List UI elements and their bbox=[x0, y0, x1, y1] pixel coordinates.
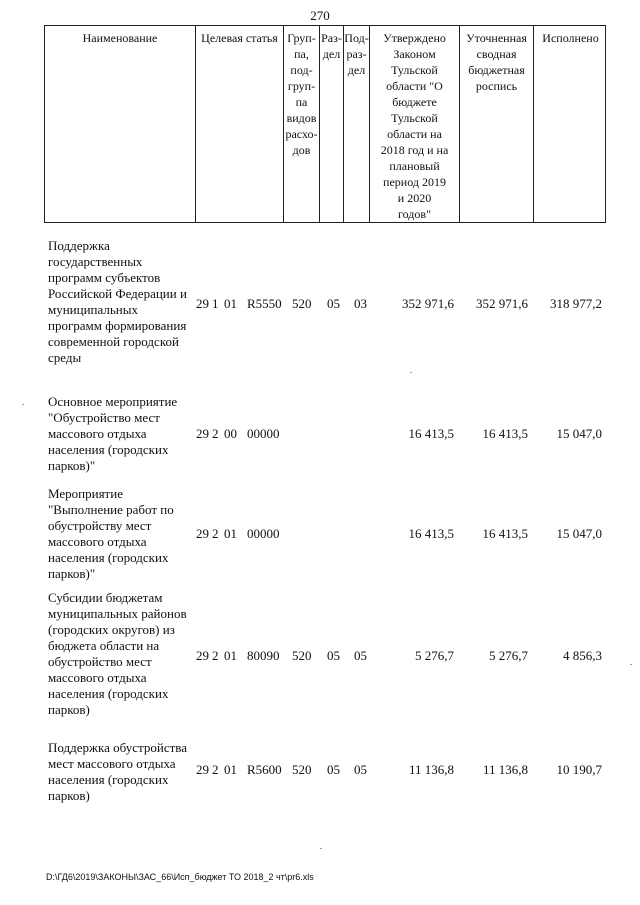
cell-group: 520 bbox=[292, 296, 312, 311]
row-name-line: (городских округов) из bbox=[48, 622, 175, 637]
scan-speck bbox=[22, 404, 24, 405]
row-name-line: муниципальных районов bbox=[48, 606, 187, 621]
cell-group: 520 bbox=[292, 762, 312, 777]
row-values bbox=[0, 426, 640, 442]
header-approved bbox=[369, 26, 459, 222]
cell-refined: 11 136,8 bbox=[482, 762, 528, 777]
header-refined-line: роспись bbox=[475, 79, 518, 93]
header-approved-line: годов" bbox=[398, 207, 431, 221]
row-name-line: Российской Федерации и bbox=[48, 286, 187, 301]
cell-razdel: 05 bbox=[327, 296, 340, 311]
header-razdel-line: дел bbox=[322, 47, 341, 61]
row-name-line: "Выполнение работ по bbox=[48, 502, 174, 517]
code-direction: 00000 bbox=[247, 526, 280, 541]
row-name-line: обустройству мест bbox=[48, 518, 152, 533]
header-approved-line: Законом bbox=[393, 47, 436, 61]
row-name-line: парков) bbox=[48, 702, 90, 717]
code-event: 01 bbox=[224, 762, 237, 777]
row-values bbox=[0, 762, 640, 778]
row-values bbox=[0, 648, 640, 664]
cell-podrazdel: 05 bbox=[354, 648, 367, 663]
row-name-line: "Обустройство мест bbox=[48, 410, 160, 425]
row-name-line: Основное мероприятие bbox=[48, 394, 178, 409]
cell-refined: 16 413,5 bbox=[482, 526, 528, 541]
row-name-line: среды bbox=[48, 350, 82, 365]
header-podrazdel-line: раз- bbox=[346, 47, 367, 61]
scan-speck bbox=[320, 848, 322, 849]
header-group-line: расхо- bbox=[285, 127, 318, 141]
footer-file-path: D:\ГД6\2019\ЗАКОНЫ\ЗАС_66\Исп_бюджет ТО 2018_2 чт\pr6.xls bbox=[46, 872, 314, 882]
row-name-line: парков)" bbox=[48, 566, 96, 581]
row-name-line: обустройство мест bbox=[48, 654, 152, 669]
header-group-line: дов bbox=[292, 143, 311, 157]
cell-done: 15 047,0 bbox=[556, 526, 602, 541]
header-refined bbox=[459, 26, 533, 222]
cell-approved: 5 276,7 bbox=[415, 648, 454, 663]
row-name-line: программ формирования bbox=[48, 318, 187, 333]
cell-group: 520 bbox=[292, 648, 312, 663]
header-podrazdel bbox=[343, 26, 369, 222]
code-event: 01 bbox=[224, 526, 237, 541]
row-name-line: населения (городских bbox=[48, 550, 169, 565]
row-values bbox=[0, 296, 640, 312]
row-name-line: массового отдыха bbox=[48, 534, 147, 549]
header-razdel bbox=[319, 26, 343, 222]
scan-speck bbox=[630, 664, 632, 665]
page-number: 270 bbox=[310, 8, 330, 23]
code-subprogram: 1 bbox=[212, 296, 219, 311]
row-name-line: массового отдыха bbox=[48, 426, 147, 441]
row-name-line: государственных bbox=[48, 254, 143, 269]
code-subprogram: 2 bbox=[212, 426, 219, 441]
row-name-line: населения (городских bbox=[48, 686, 169, 701]
header-group-line: па, bbox=[294, 47, 309, 61]
cell-refined: 16 413,5 bbox=[482, 426, 528, 441]
header-razdel-line: Раз- bbox=[321, 31, 342, 45]
scan-speck bbox=[410, 372, 412, 373]
header-name bbox=[45, 26, 195, 222]
header-approved-line: области "О bbox=[386, 79, 443, 93]
header-approved-line: области на bbox=[387, 127, 442, 141]
row-name-line: мест массового отдыха bbox=[48, 756, 176, 771]
cell-done: 4 856,3 bbox=[563, 648, 602, 663]
header-group-line: видов bbox=[286, 111, 317, 125]
code-event: 01 bbox=[224, 296, 237, 311]
code-program: 29 bbox=[196, 296, 209, 311]
row-name-line: муниципальных bbox=[48, 302, 139, 317]
code-event: 00 bbox=[224, 426, 237, 441]
header-approved-line: Тульской bbox=[391, 111, 438, 125]
cell-podrazdel: 05 bbox=[354, 762, 367, 777]
code-subprogram: 2 bbox=[212, 648, 219, 663]
cell-refined: 5 276,7 bbox=[489, 648, 528, 663]
row-name-line: парков)" bbox=[48, 458, 96, 473]
header-approved-line: бюджете bbox=[392, 95, 437, 109]
code-direction: 80090 bbox=[247, 648, 280, 663]
row-name-line: массового отдыха bbox=[48, 670, 147, 685]
cell-done: 10 190,7 bbox=[556, 762, 602, 777]
cell-refined: 352 971,6 bbox=[476, 296, 528, 311]
row-name-line: населения (городских bbox=[48, 442, 169, 457]
cell-approved: 16 413,5 bbox=[408, 526, 454, 541]
code-program: 29 bbox=[196, 426, 209, 441]
row-name-line: населения (городских bbox=[48, 772, 169, 787]
header-group-line: Груп- bbox=[287, 31, 316, 45]
cell-done: 318 977,2 bbox=[550, 296, 602, 311]
row-name-line: бюджета области на bbox=[48, 638, 160, 653]
header-group-line: груп- bbox=[287, 79, 316, 93]
header-done-text: Исполнено bbox=[542, 31, 599, 45]
row-name-line: программ субъектов bbox=[48, 270, 161, 285]
row-name-line: Субсидии бюджетам bbox=[48, 590, 163, 605]
row-name-line: Поддержка bbox=[48, 238, 110, 253]
header-podrazdel-line: дел bbox=[347, 63, 366, 77]
code-program: 29 bbox=[196, 526, 209, 541]
code-direction: 00000 bbox=[247, 426, 280, 441]
cell-razdel: 05 bbox=[327, 762, 340, 777]
code-direction: R5550 bbox=[247, 296, 282, 311]
header-approved-line: Утверждено bbox=[383, 31, 446, 45]
row-name-line: парков) bbox=[48, 788, 90, 803]
header-approved-line: Тульской bbox=[391, 63, 438, 77]
header-approved-line: 2018 год и на bbox=[380, 143, 449, 157]
cell-approved: 11 136,8 bbox=[408, 762, 454, 777]
header-approved-line: период 2019 bbox=[383, 175, 446, 189]
header-group bbox=[283, 26, 319, 222]
header-refined-line: сводная bbox=[476, 47, 517, 61]
header-refined-line: Уточненная bbox=[466, 31, 527, 45]
header-group-line: па bbox=[295, 95, 308, 109]
header-refined-line: бюджетная bbox=[468, 63, 525, 77]
header-group-line: под- bbox=[290, 63, 313, 77]
cell-done: 15 047,0 bbox=[556, 426, 602, 441]
header-done bbox=[533, 26, 607, 222]
header-target bbox=[195, 26, 283, 222]
code-subprogram: 2 bbox=[212, 526, 219, 541]
code-direction: R5600 bbox=[247, 762, 282, 777]
table-header bbox=[44, 25, 606, 223]
code-event: 01 bbox=[224, 648, 237, 663]
cell-razdel: 05 bbox=[327, 648, 340, 663]
cell-approved: 16 413,5 bbox=[408, 426, 454, 441]
cell-approved: 352 971,6 bbox=[402, 296, 454, 311]
header-approved-line: плановый bbox=[389, 159, 440, 173]
code-subprogram: 2 bbox=[212, 762, 219, 777]
code-program: 29 bbox=[196, 762, 209, 777]
row-name-line: современной городской bbox=[48, 334, 179, 349]
code-program: 29 bbox=[196, 648, 209, 663]
header-approved-line: и 2020 bbox=[397, 191, 432, 205]
header-target-text: Целевая статья bbox=[201, 31, 278, 45]
header-podrazdel-line: Под- bbox=[344, 31, 369, 45]
row-values bbox=[0, 526, 640, 542]
row-name-line: Мероприятие bbox=[48, 486, 123, 501]
cell-podrazdel: 03 bbox=[354, 296, 367, 311]
row-name-line: Поддержка обустройства bbox=[48, 740, 188, 755]
header-name-text: Наименование bbox=[82, 31, 158, 45]
